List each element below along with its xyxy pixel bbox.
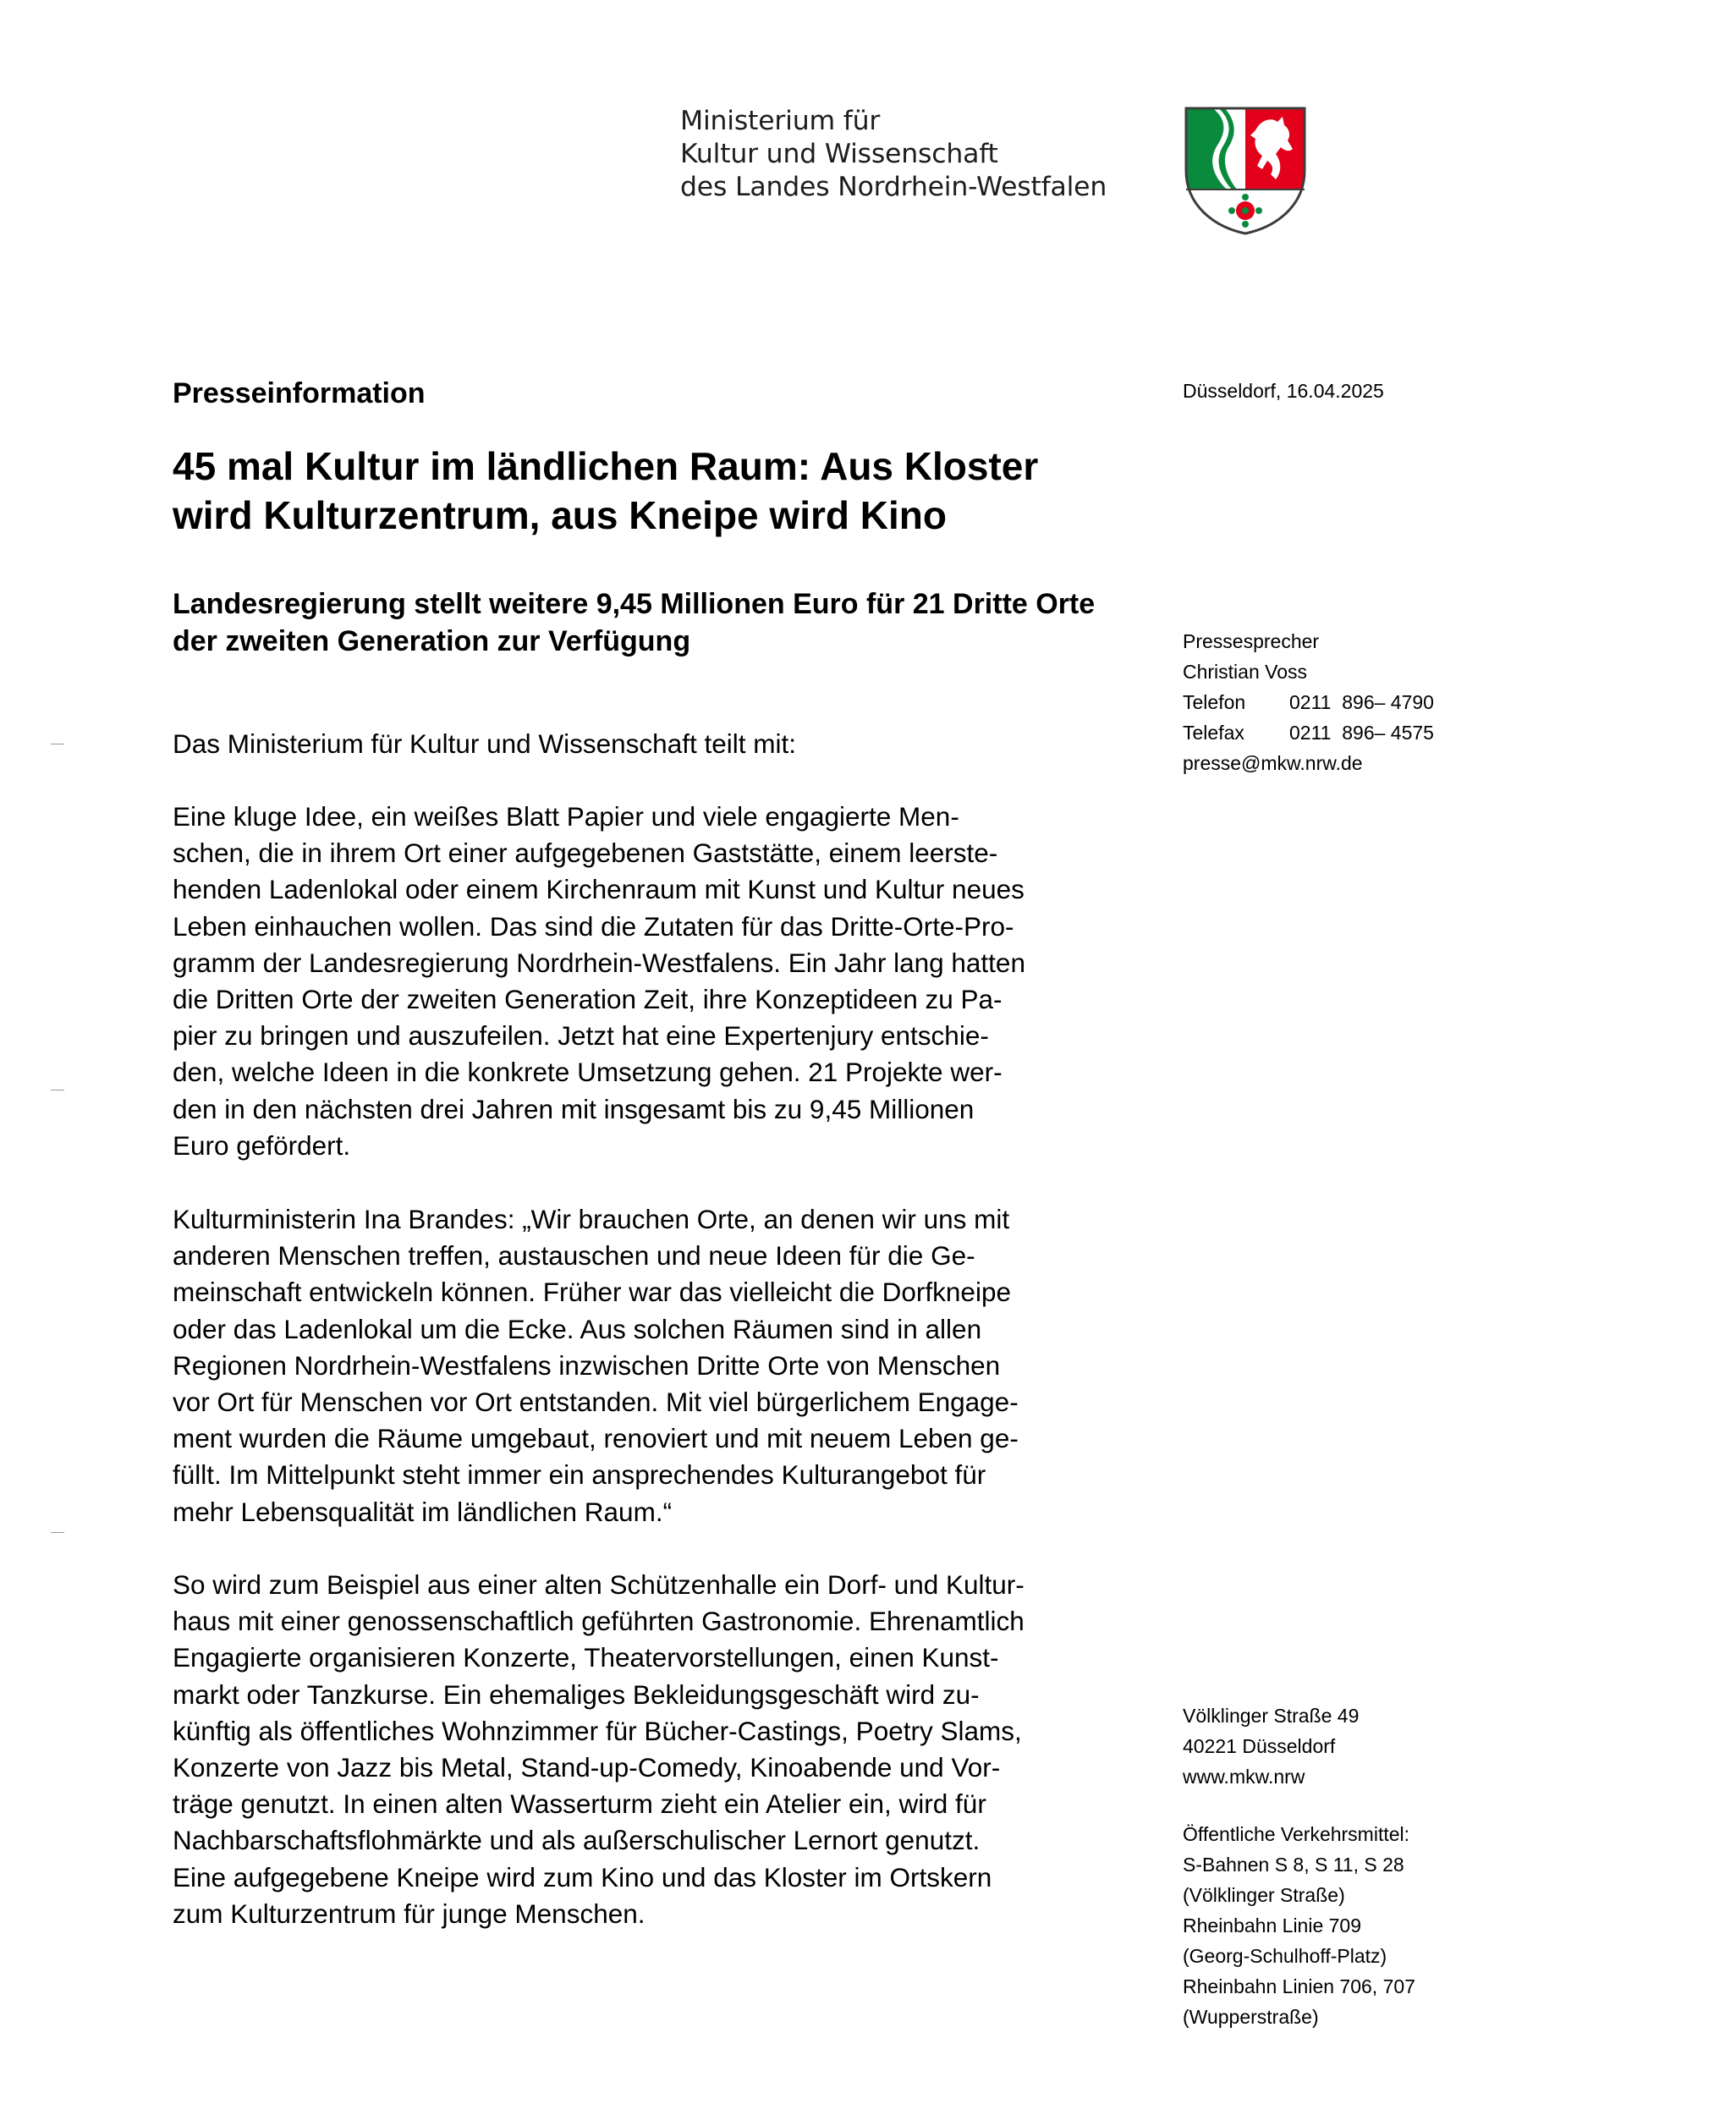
- date: [1183, 376, 1384, 406]
- paragraph-line: Konzerte von Jazz bis Metal, Stand-up-Comedy, Kinoabende und Vor-: [173, 1751, 1001, 1783]
- paragraph-line: Eine aufgegebene Kneipe wird zum Kino und das Kloster im Ortskern: [173, 1861, 992, 1893]
- paragraph-line: Engagierte organisieren Konzerte, Theatervorstellungen, einen Kunst-: [173, 1642, 999, 1673]
- paragraph-2: [173, 1201, 1019, 1530]
- phone-row: [1183, 687, 1434, 717]
- nrw-coat-of-arms-icon: [1183, 105, 1308, 237]
- paragraph-3: [173, 1567, 1025, 1932]
- ministry-name: [680, 105, 1107, 204]
- subtitle-line: der zweiten Generation zur Verfügung: [173, 625, 691, 657]
- paragraph-line: Leben einhauchen wollen. Das sind die Zutaten für das Dritte-Orte-Pro-: [173, 910, 1014, 942]
- transport-line: S-Bahnen S 8, S 11, S 28: [1183, 1854, 1404, 1876]
- paragraph-line: Kulturministerin Ina Brandes: „Wir brauchen Orte, an denen wir uns mit: [173, 1204, 1010, 1234]
- paragraph-line: henden Ladenlokal oder einem Kirchenraum mit Kunst und Kultur neues: [173, 874, 1025, 905]
- paragraph-line: mehr Lebensqualität im ländlichen Raum.“: [173, 1496, 673, 1527]
- paragraph-line: zum Kulturzentrum für junge Menschen.: [173, 1898, 646, 1929]
- paragraph-line: oder das Ladenlokal um die Ecke. Aus solchen Räumen sind in allen: [173, 1313, 982, 1344]
- paragraph-line: meinschaft entwickeln können. Früher war das vielleicht die Dorfkneipe: [173, 1277, 1011, 1308]
- document-type: Presseinformation: [173, 377, 426, 409]
- address-street: Völklinger Straße 49: [1183, 1705, 1360, 1727]
- paragraph-line: Euro gefördert.: [173, 1129, 351, 1161]
- paragraph-line: ment wurden die Räume umgebaut, renoviert und mit neuem Leben ge-: [173, 1423, 1019, 1454]
- fax-label: Telefax: [1183, 722, 1244, 744]
- transport-line: Rheinbahn Linien 706, 707: [1183, 1975, 1415, 1997]
- paragraph-line: füllt. Im Mittelpunkt steht immer ein ansprechendes Kulturangebot für: [173, 1459, 986, 1491]
- paragraph-1: [173, 799, 1025, 1164]
- transport-line: (Völklinger Straße): [1183, 1884, 1345, 1906]
- document-title: [173, 442, 1038, 540]
- address: [1183, 1700, 1359, 1792]
- website-link[interactable]: www.mkw.nrw: [1183, 1766, 1305, 1788]
- press-contact: [1183, 626, 1434, 778]
- paragraph-line: schen, die in ihrem Ort einer aufgegebenen Gaststätte, einem leerste-: [173, 838, 998, 869]
- transport-line: (Wupperstraße): [1183, 2006, 1319, 2028]
- paragraph-line: markt oder Tanzkurse. Ein ehemaliges Bekleidungsgeschäft wird zu-: [173, 1678, 980, 1710]
- paragraph-line: träge genutzt. In einen alten Wasserturm zieht ein Atelier ein, wird für: [173, 1788, 986, 1820]
- intro-line: Das Ministerium für Kultur und Wissenschaft teilt mit:: [173, 728, 796, 759]
- paragraph-line: den, welche Ideen in die konkrete Umsetzung gehen. 21 Projekte wer-: [173, 1057, 1003, 1088]
- ministry-name-line: des Landes Nordrhein-Westfalen: [680, 172, 1107, 202]
- ministry-name-line: Kultur und Wissenschaft: [680, 139, 998, 169]
- paragraph-line: pier zu bringen und auszufeilen. Jetzt hat eine Expertenjury entschie-: [173, 1020, 989, 1052]
- transport-line: (Georg-Schulhoff-Platz): [1183, 1945, 1387, 1967]
- document-subtitle: [173, 585, 1095, 660]
- title-line: 45 mal Kultur im ländlichen Raum: Aus Kloster: [173, 444, 1039, 488]
- paragraph-line: anderen Menschen treffen, austauschen und neue Ideen für die Ge-: [173, 1240, 975, 1272]
- phone-label: Telefon: [1183, 691, 1246, 713]
- paragraph-line: künftig als öffentliches Wohnzimmer für Bücher-Castings, Poetry Slams,: [173, 1715, 1022, 1746]
- contact-role: Pressesprecher: [1183, 630, 1320, 652]
- intro-text: [173, 726, 796, 762]
- paragraph-line: Regionen Nordrhein-Westfalens inzwischen Dritte Orte von Menschen: [173, 1349, 1001, 1381]
- public-transport: [1183, 1819, 1415, 2032]
- fax-number: 0211 896– 4575: [1289, 722, 1434, 744]
- date-text: Düsseldorf, 16.04.2025: [1183, 380, 1384, 402]
- transport-heading: Öffentliche Verkehrsmittel:: [1183, 1823, 1410, 1845]
- title-line: wird Kulturzentrum, aus Kneipe wird Kino: [173, 493, 947, 537]
- phone-number: 0211 896– 4790: [1289, 691, 1434, 713]
- paragraph-line: haus mit einer genossenschaftlich geführten Gastronomie. Ehrenamtlich: [173, 1606, 1025, 1637]
- paragraph-line: So wird zum Beispiel aus einer alten Schützenhalle ein Dorf- und Kultur-: [173, 1569, 1025, 1600]
- fax-row: [1183, 717, 1434, 748]
- address-city: 40221 Düsseldorf: [1183, 1735, 1336, 1757]
- ministry-name-line: Ministerium für: [680, 106, 881, 136]
- paragraph-line: Eine kluge Idee, ein weißes Blatt Papier und viele engagierte Men-: [173, 801, 959, 832]
- contact-name: Christian Voss: [1183, 661, 1308, 683]
- paragraph-line: die Dritten Orte der zweiten Generation Zeit, ihre Konzeptideen zu Pa-: [173, 983, 1003, 1014]
- contact-email[interactable]: presse@mkw.nrw.de: [1183, 752, 1363, 774]
- paragraph-line: den in den nächsten drei Jahren mit insgesamt bis zu 9,45 Millionen: [173, 1093, 975, 1124]
- fold-mark: [51, 1532, 64, 1533]
- transport-line: Rheinbahn Linie 709: [1183, 1914, 1362, 1936]
- paragraph-line: vor Ort für Menschen vor Ort entstanden. Mit viel bürgerlichem Engage-: [173, 1386, 1019, 1417]
- subtitle-line: Landesregierung stellt weitere 9,45 Millionen Euro für 21 Dritte Orte: [173, 588, 1096, 620]
- paragraph-line: gramm der Landesregierung Nordrhein-Westfalens. Ein Jahr lang hatten: [173, 947, 1025, 978]
- paragraph-line: Nachbarschaftsflohmärkte und als außerschulischer Lernort genutzt.: [173, 1825, 981, 1856]
